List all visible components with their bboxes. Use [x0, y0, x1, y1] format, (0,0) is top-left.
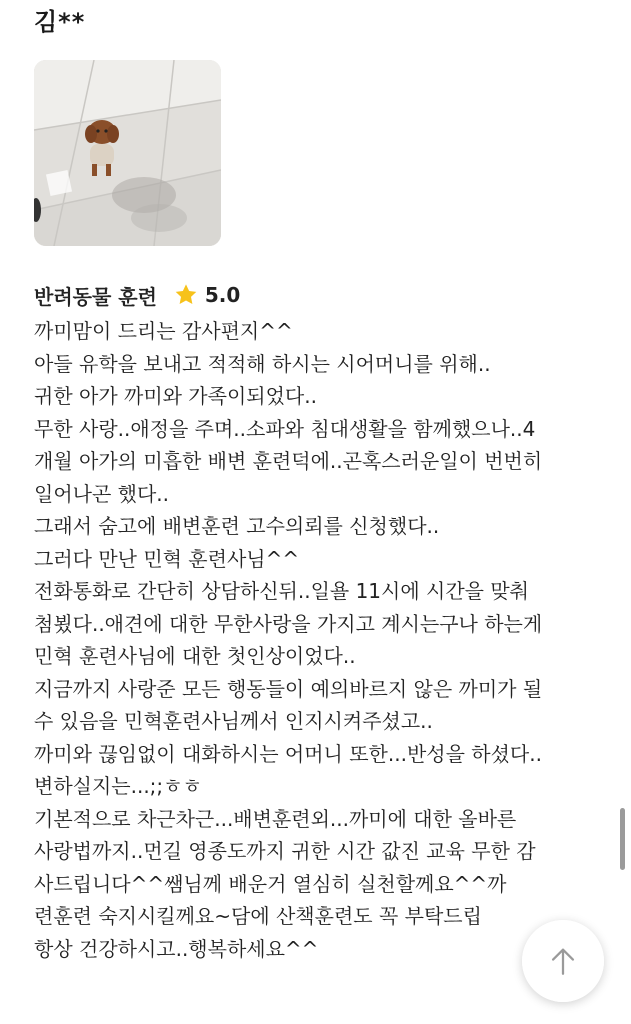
star-icon — [173, 282, 199, 308]
review-photo[interactable] — [34, 60, 221, 246]
review-line: 전화통화로 간단히 상담하신뒤..일욜 11시에 시간을 맞춰 — [34, 579, 529, 603]
review-line: 사랑법까지..먼길 영종도까지 귀한 시간 값진 교육 무한 감 — [34, 839, 536, 863]
scroll-to-top-button[interactable] — [522, 920, 604, 1002]
review-line: 그래서 숨고에 배변훈련 고수의뢰를 신청했다.. — [34, 514, 440, 538]
review-line: 사드립니다^^쌤님께 배운거 열심히 실천할께요^^까 — [34, 871, 507, 896]
review-line: 일어나곤 했다.. — [34, 481, 169, 506]
review-line: 무한 사랑..애정을 주며..소파와 침대생활을 함께했으나..4 — [34, 416, 536, 441]
review-line: 까미맘이 드리는 감사편지^^ — [34, 319, 293, 343]
dog-photo-image — [34, 60, 221, 246]
review-line: 민혁 훈련사님에 대한 첫인상이었다.. — [34, 644, 356, 668]
review-line: 첨뵜다..애견에 대한 무한사랑을 가지고 계시는구나 하는게 — [34, 611, 543, 636]
review-line: 지금까지 사랑준 모든 행동들이 예의바르지 않은 까미가 될 — [34, 676, 543, 701]
arrow-up-icon — [546, 944, 580, 978]
review-text — [34, 315, 604, 965]
reviewer-name: 김** — [34, 8, 86, 36]
scrollbar-thumb[interactable] — [620, 808, 625, 870]
review-line: 변하실지는...;;ㅎㅎ — [34, 774, 202, 798]
review-line: 그러다 만난 민혁 훈련사님^^ — [34, 546, 300, 571]
review-line: 까미와 끊임없이 대화하시는 어머니 또한...반성을 하셨다.. — [34, 741, 542, 766]
review-line: 기본적으로 차근차근...배변훈련외...까미에 대한 올바른 — [34, 806, 517, 831]
review-line: 개월 아가의 미흡한 배변 훈련덕에..곤혹스러운일이 번번히 — [34, 449, 543, 473]
review-line: 아들 유학을 보내고 적적해 하시는 시어머니를 위해.. — [34, 351, 491, 376]
review-line: 귀한 아가 까미와 가족이되었다.. — [34, 384, 317, 408]
rating-value: 5.0 — [204, 283, 241, 307]
review-line: 항상 건강하시고..행복하세요^^ — [34, 936, 319, 961]
service-category: 반려동물 훈련 — [34, 284, 157, 309]
review-line: 련훈련 숙지시킬께요~담에 산책훈련도 꼭 부탁드립 — [34, 904, 482, 928]
review-line: 수 있음을 민혁훈련사님께서 인지시켜주셨고.. — [34, 709, 433, 733]
review-meta — [34, 280, 240, 310]
